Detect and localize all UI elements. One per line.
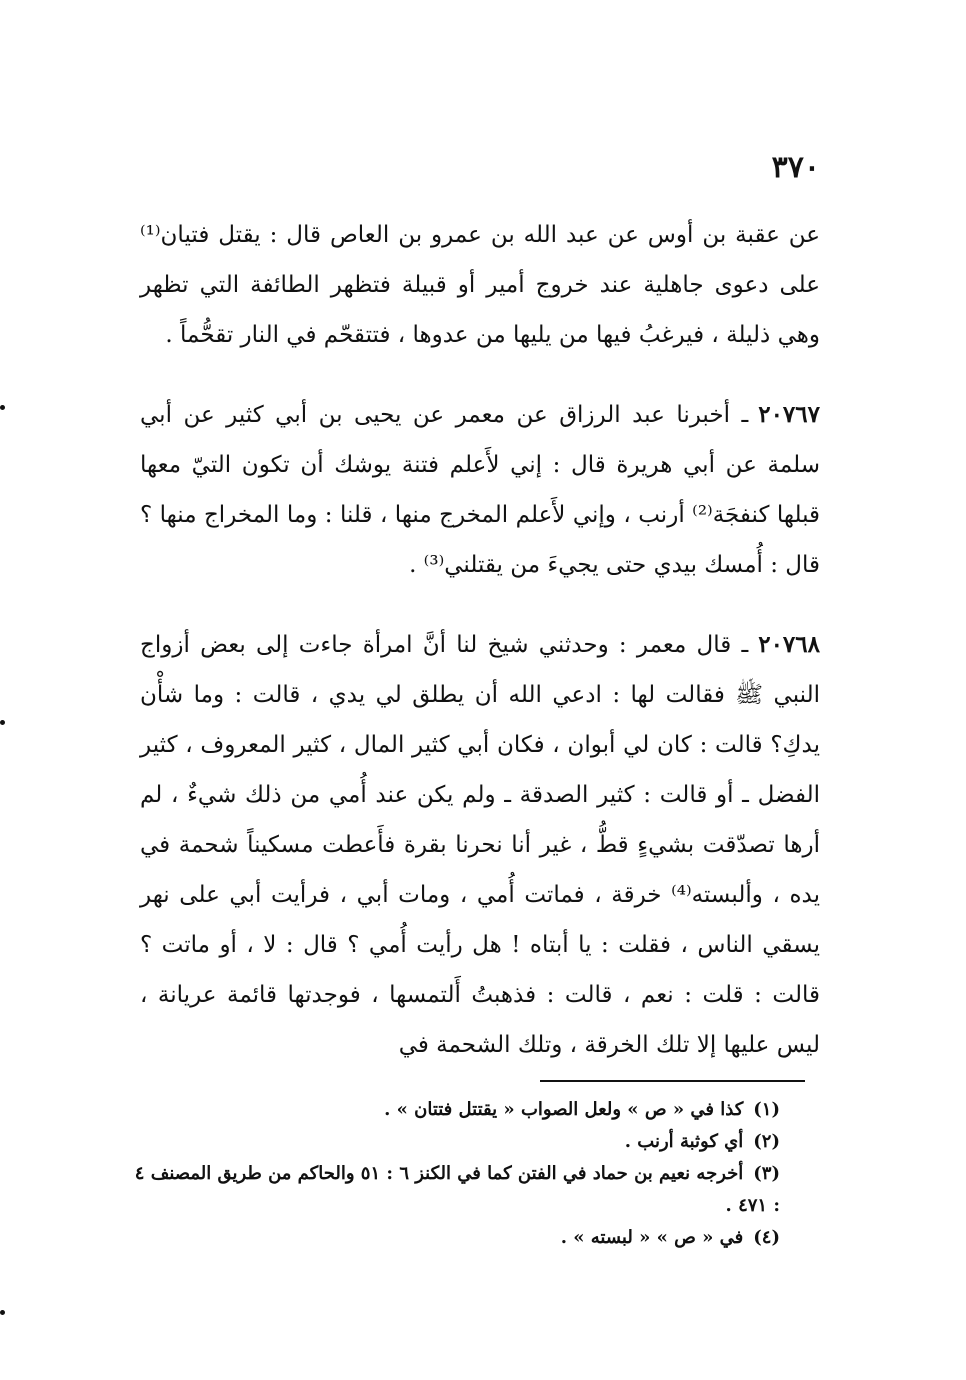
paragraph-continuation [140, 210, 820, 360]
scan-margin-dot [0, 405, 5, 410]
footnotes [130, 1094, 780, 1254]
main-text [140, 210, 820, 1100]
paragraph-text: عن عقبة بن أوس عن عبد الله بن عمرو بن العاص قال : يقتل فتيان⁽¹⁾ على دعوى جاهلية عند خروج أمير أو قبيلة فتظهر الطائفة التي تظهر وهي ذليلة ، فيرغبُ فيها من يليها من عدوها ، فتتقحّم في النار تقحُّماً . [140, 222, 820, 348]
footnote-number: (١) [753, 1099, 780, 1120]
footnote-text: أخرجه نعيم بن حماد في الفتن كما في الكنز ٦ : ٥١ والحاكم من طريق المصنف ٤ : ٤٧١ . [134, 1163, 780, 1216]
footnote-number: (٣) [753, 1163, 780, 1184]
hadith-number: ٢٠٧٦٨ [758, 631, 820, 658]
footnote [130, 1094, 780, 1126]
footnote-number: (٢) [753, 1131, 780, 1152]
hadith-number: ٢٠٧٦٧ [758, 401, 820, 428]
footnote-number: (٤) [753, 1227, 780, 1248]
footnote-text: أي كوثبة أرنب . [624, 1131, 744, 1152]
scan-margin-dot [0, 1310, 5, 1315]
paragraph-hadith-20767 [140, 390, 820, 590]
footnote [130, 1126, 780, 1158]
footnote-text: في « ص » « لبسته » . [560, 1227, 744, 1248]
paragraph-hadith-20768 [140, 620, 820, 1070]
footnote [130, 1158, 780, 1222]
paragraph-text: ـ أخبرنا عبد الرزاق عن معمر عن يحيى بن أبي كثير عن أبي سلمة عن أبي هريرة قال : إني لأَعلم فتنة يوشك أن تكون التيّ معها قبلها كنفجَة⁽²⁾ أرنب ، وإني لأَعلم المخرج منها ، قلنا : وما المخراج منها ؟ قال : أُمسك بيدي حتى يجيءَ من يقتلني⁽³⁾ . [140, 402, 820, 578]
paragraph-text: ـ قال معمر : وحدثني شيخ لنا أنَّ امرأة جاءت إلى بعض أزواج النبي ﷺ فقالت لها : ادعي الله أن يطلق لي يدي ، قالت : وما شأْن يدكِ؟ قالت : كان لي أبوان ، فكان أبي كثير المال ، كثير المعروف ، كثير الفضل ـ أو قالت : كثير الصدقة ـ ولم يكن عند أُمي من ذلك شيءٌ ، لم أرها تصدّقت بشيءٍ قطُّ ، غير أنا نحرنا بقرة فأَعطت مسكيناً شحمة في يده ، وألبسته⁽⁴⁾ خرقة ، فماتت أُمي ، ومات أبي ، فرأيت أبي على نهر يسقي الناس ، فقلت : يا أبتاه ! هل رأيت أُمي ؟ قال : لا ، أو ماتت ؟ قالت : قلت : نعم ، قالت : فذهبتُ أَلتمسها ، فوجدتها قائمة عريانة ، ليس عليها إلا تلك الخرقة ، وتلك الشحمة في [140, 632, 820, 1058]
scan-margin-dot [0, 720, 5, 725]
footnote-text: كذا في « ص » ولعل الصواب « يقتتل فتتان » . [384, 1099, 744, 1120]
footnote [130, 1222, 780, 1254]
page-number: ٣٧٠ [771, 150, 820, 185]
footnote-separator [540, 1080, 805, 1082]
